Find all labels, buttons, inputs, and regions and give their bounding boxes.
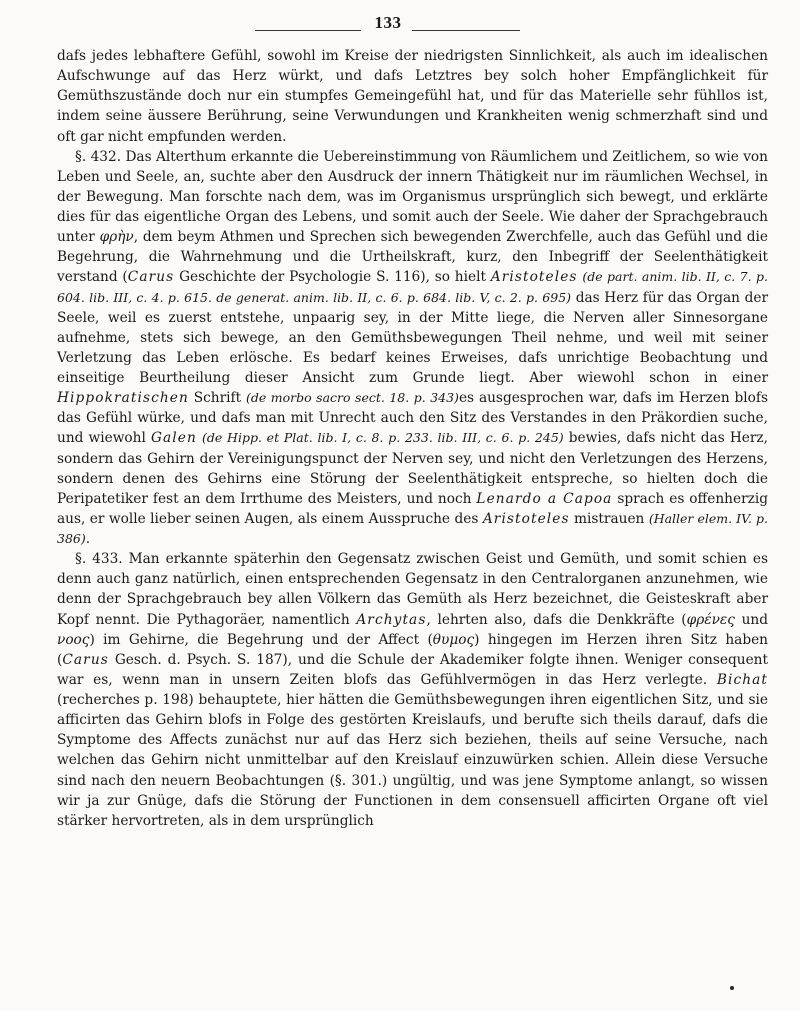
page-header: [0, 10, 800, 40]
greek-text: φρένες: [686, 611, 735, 628]
page-number: 133: [374, 13, 402, 32]
text-run: sprach es offenherzig aus, er wolle lieber seinen Augen, als einem Ausspruche des: [57, 490, 768, 527]
emph-text: Bichat: [716, 671, 768, 688]
text-run: Schrift: [188, 390, 246, 407]
paragraph: [57, 549, 768, 831]
ref-text: (de morbo sacro sect. 18. p. 343): [245, 390, 459, 406]
text-run: bewies, dafs nicht das Herz, sondern das Gehirn der Vereinigungspunct der Nerven sey, und nicht den Verletzungen des Herzens, sondern denen des Gehirns eine Störung der Seelenthätigkeit entspreche, so hielten doch die Peripatetiker fest an dem Irrthume des Meisters, und noch: [57, 430, 768, 507]
emph-text: Galen: [151, 430, 197, 447]
emph-text: Aristoteles: [490, 269, 578, 286]
text-run: ) hingegen im Herzen ihren Sitz haben (: [57, 631, 768, 668]
greek-text: νοος: [57, 631, 90, 648]
ref-text: (de Hipp. et Plat. lib. I, c. 8. p. 233. lib. III, c. 6. p. 245): [202, 430, 564, 446]
emph-text: Archytas: [356, 611, 427, 628]
text-run: §. 433. Man erkannte späterhin den Gegensatz zwischen Geist und Gemüth, und somit schien es denn auch ganz natürlich, einen entsprechenden Gegensatz in den Centralorganen anzunehmen, wie denn der Sprachgebrauch bey allen Völkern das Gemüth als Herz bezeichnet, die Geisteskraft aber Kopf nennt. Die Pythagoräer, namentlich: [57, 551, 768, 628]
header-rule-right: [412, 30, 520, 31]
emph-text: Lenardo a Capoa: [476, 490, 613, 507]
emph-text: Carus: [62, 651, 109, 668]
margin-mark: [730, 986, 734, 990]
text-run: das Herz für das Organ der Seele, weil es zuerst entstehe, unpaarig sey, in der Mitte liege, die Nerven aller Sinnesorgane aufnehme, stets sich bewege, an den Gemüthsbewegungen Theil nehme, und weil mit seiner Verletzung das Leben erlösche. Es bedarf keines Erweises, dafs unrichtige Beobachtung und einseitige Beurtheilung dieser Ansicht zum Grunde liegt. Aber wiewohl schon in einer: [57, 289, 768, 386]
ref-text: (de part. anim. lib. II, c. 7. p. 604. lib. III, c. 4. p. 615. de generat. anim. lib. II, c. 6. p. 684. lib. V, c. 2. p. 695): [57, 269, 768, 305]
greek-text: φρὴν: [99, 229, 134, 246]
text-run: dafs jedes lebhaftere Gefühl, sowohl im Kreise der niedrigsten Sinnlichkeit, als auch im idealischen Aufschwunge auf das Herz würkt, und dafs Letztres bey solch hoher Empfänglichkeit für Gemüthszustände doch nur ein stumpfes Gemeingefühl hat, und für das Materielle sehr fühllos ist, indem seine äussere Berührung, seine Verwundungen und Krankheiten wenig schmerzhaft sind und oft gar nicht empfunden werden.: [57, 48, 768, 145]
body-text: [57, 46, 768, 831]
text-run: Geschichte der Psychologie S. 116), so hielt: [174, 269, 491, 286]
emph-text: Aristoteles: [482, 510, 570, 527]
greek-text: θυμος: [432, 631, 475, 648]
text-run: mistrauen: [569, 510, 649, 527]
emph-text: Carus: [127, 269, 175, 286]
text-run: ) im Gehirne, die Begehrung und der Affect (: [89, 631, 433, 648]
text-run: Gesch. d. Psych. S. 187), und die Schule der Akademiker folgte ihnen. Weniger consequent war es, wenn man in unsern Zeiten blofs das Gefühlvermögen in das Herz verlegte.: [57, 651, 768, 688]
paragraph: [57, 147, 768, 550]
text-run: es ausgesprochen war, dafs im Herzen blofs das Gefühl würke, und dafs man mit Unrecht auch den Sitz des Verstandes in den Präkordien suche, und wiewohl: [57, 390, 768, 447]
text-run: .: [85, 531, 91, 547]
header-rule-left: [255, 30, 361, 31]
paragraph: [57, 46, 768, 147]
ref-text: (Haller elem. IV. p. 386): [57, 510, 768, 546]
text-run: und: [734, 611, 768, 628]
text-run: , dem beym Athmen und Sprechen sich bewegenden Zwerchfelle, auch das Gefühl und die Begehrung, die Wahrnehmung und die Urtheilskraft, kurz, den Inbegriff der Seelenthätigkeit verstand (: [57, 229, 768, 286]
text-run: §. 432. Das Alterthum erkannte die Uebereinstimmung von Räumlichem und Zeitlichem, so wie von Leben und Seele, an, suchte aber den Ausdruck der innern Thätigkeit nur im räumlichen Wechsel, in der Bewegung. Man forschte nach dem, was im Organismus ursprünglich sich bewegt, und erklärte dies für das eigentliche Organ des Lebens, und somit auch der Seele. Wie daher der Sprachgebrauch unter: [57, 148, 768, 246]
text-run: (recherches p. 198) behauptete, hier hätten die Gemüthsbewegungen ihren eigentlichen Sitz, und sie afficirten das Gehirn blofs in Folge des gestörten Kreislaufs, und berufte sich theils darauf, dafs die Symptome des Affects zunächst nur auf das Herz sich beziehen, theils auf seine Versuche, nach welchen das Gehirn nicht unmittelbar auf den Kreislauf einzuwürken schien. Allein diese Versuche sind nach den neuern Beobachtungen (§. 301.) ungültig, und was jene Symptome anlangt, so wissen wir ja zur Gnüge, dafs die Störung der Functionen in dem consensuell afficirten Organe oft viel stärker hervortreten, als in dem ursprünglich: [57, 692, 768, 829]
emph-text: Hippokratischen: [57, 390, 189, 407]
text-run: , lehrten also, dafs die Denkkräfte (: [426, 611, 687, 628]
